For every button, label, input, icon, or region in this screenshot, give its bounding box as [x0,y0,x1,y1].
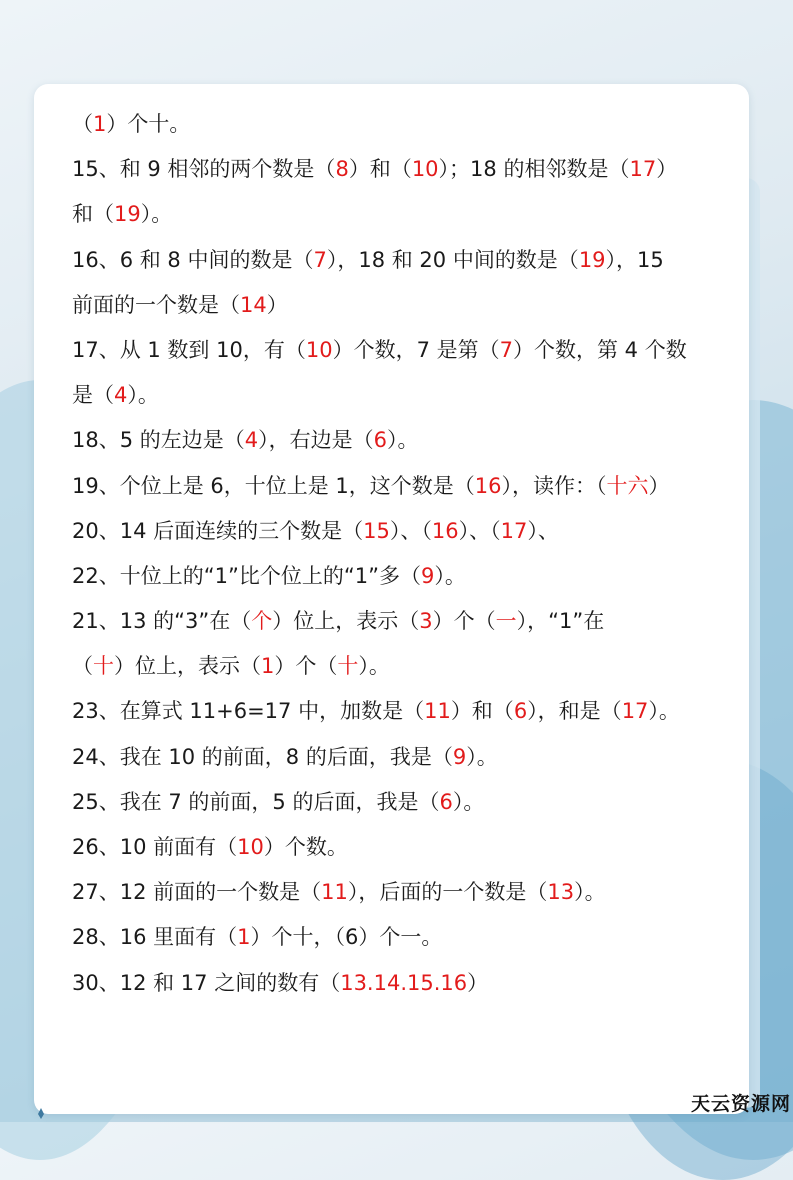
question-line [72,644,732,689]
question-text: ）、 [527,518,559,543]
answer-text: 十 [337,654,359,679]
answer-text: 16 [474,473,502,498]
question-text: 20、14 后面连续的三个数是（ [72,518,364,543]
question-text: 30、12 和 17 之间的数有（ [72,970,341,995]
answer-text: 一 [495,609,517,634]
answer-text: 6 [513,699,528,724]
question-text: 22、十位上的“1”比个位上的“1”多（ [72,563,421,588]
question-text: ），15 [605,247,664,272]
question-text: ）、（ [458,518,501,543]
question-text: （ [72,112,93,136]
question-line [72,825,732,870]
question-text: ）。 [466,744,498,769]
question-text: ）个十。 [106,112,191,136]
answer-text: 4 [244,428,259,453]
question-text: ）。 [387,428,419,453]
answer-text: 10 [411,157,439,182]
question-text: ）个数，第 4 个数 [513,337,687,362]
question-text: ）个十，（6）个一。 [250,925,443,950]
question-text: 21、13 的“3”在（ [72,609,252,634]
answer-text: 15 [363,518,390,543]
question-text: 19、个位上是 6，十位上是 1，这个数是（ [72,473,475,498]
answer-text: 7 [313,247,327,272]
watermark: 天云资源网 [690,1093,791,1115]
question-line [72,780,732,825]
question-line [72,915,732,960]
question-text: （ [72,654,93,679]
answer-text: 1 [237,925,251,950]
question-text: ） [467,970,489,995]
answer-text: 17 [500,518,528,543]
question-line [72,870,732,915]
answer-text: 17 [629,157,657,182]
question-text: ）和（ [450,699,514,724]
answer-text: 13.14.15.16 [340,970,468,995]
question-text: 25、我在 7 的前面，5 的后面，我是（ [72,789,440,814]
question-text: 23、在算式 11+6=17 中，加数是（ [72,699,425,724]
question-text: ）。 [434,563,466,588]
question-text: ）个数，7 是第（ [332,337,500,362]
question-text: ）、（ [389,518,432,543]
question-text: ）个（ [274,654,338,679]
answer-text: 6 [439,789,453,814]
answer-text: 十六 [606,473,649,498]
question-text: 16、6 和 8 中间的数是（ [72,247,314,272]
question-text: ），“1”在 [516,609,605,634]
question-text: 15、和 9 相邻的两个数是（ [72,157,336,182]
question-line [72,147,732,192]
answer-text: 13 [547,880,575,905]
question-text: ）位上，表示（ [114,654,261,679]
question-text: ），后面的一个数是（ [347,880,548,905]
question-line [72,961,732,1006]
question-line [72,735,732,780]
question-text: ）。 [127,383,159,408]
question-text: ），读作：（ [501,473,607,498]
answer-text: 1 [93,112,107,136]
question-list [72,102,732,1006]
question-text: ）；18 的相邻数是（ [438,157,630,182]
answer-text: 17 [621,699,649,724]
answer-text: 9 [452,744,467,769]
answer-text: 十 [93,654,114,679]
answer-text: 个 [251,609,273,634]
corner-figure-icon [34,1106,48,1120]
question-line [72,102,732,147]
question-line [72,283,732,328]
question-text: ），右边是（ [258,428,374,453]
question-text: ）。 [358,654,390,679]
question-text: ）。 [648,699,680,724]
question-text: ） [648,473,670,498]
question-text: 和（ [72,202,114,227]
question-text: 17、从 1 数到 10，有（ [72,337,306,362]
answer-text: 14 [240,292,267,317]
answer-text: 10 [305,337,333,362]
question-text: 26、10 前面有（ [72,835,238,859]
question-text: ） [266,292,288,317]
answer-text: 3 [419,609,433,634]
answer-text: 10 [237,835,264,859]
question-text: ）。 [574,880,606,905]
question-text: ） [656,157,678,182]
question-line [72,192,732,237]
answer-text: 6 [373,428,388,453]
question-text: ），18 和 20 中间的数是（ [326,247,579,272]
answer-text: 7 [499,337,513,362]
answer-text: 11 [424,699,451,724]
question-text: ）。 [452,789,485,814]
question-text: 18、5 的左边是（ [72,428,245,453]
question-line [72,599,732,644]
question-text: ）。 [140,202,173,227]
question-line [72,328,732,373]
question-text: 前面的一个数是（ [72,292,240,317]
question-text: 28、16 里面有（ [72,925,238,950]
answer-text: 16 [431,518,459,543]
question-text: 27、12 前面的一个数是（ [72,880,322,905]
question-text: ）位上，表示（ [272,609,420,634]
question-line [72,418,732,463]
question-line [72,464,732,509]
question-text: ）和（ [348,157,412,182]
question-text: ）个数。 [263,835,348,859]
question-text: 是（ [72,383,114,408]
question-text: 24、我在 10 的前面，8 的后面，我是（ [72,744,453,769]
answer-text: 19 [114,202,141,227]
question-text: ）个（ [432,609,496,634]
answer-text: 1 [261,654,275,679]
answer-text: 4 [114,383,128,408]
question-line [72,238,732,283]
question-text: ），和是（ [527,699,622,724]
question-line [72,554,732,599]
question-line [72,373,732,418]
question-line [72,509,732,554]
answer-text: 11 [321,880,348,905]
answer-text: 9 [420,563,435,588]
answer-text: 19 [578,247,606,272]
answer-text: 8 [335,157,349,182]
question-line [72,689,732,734]
